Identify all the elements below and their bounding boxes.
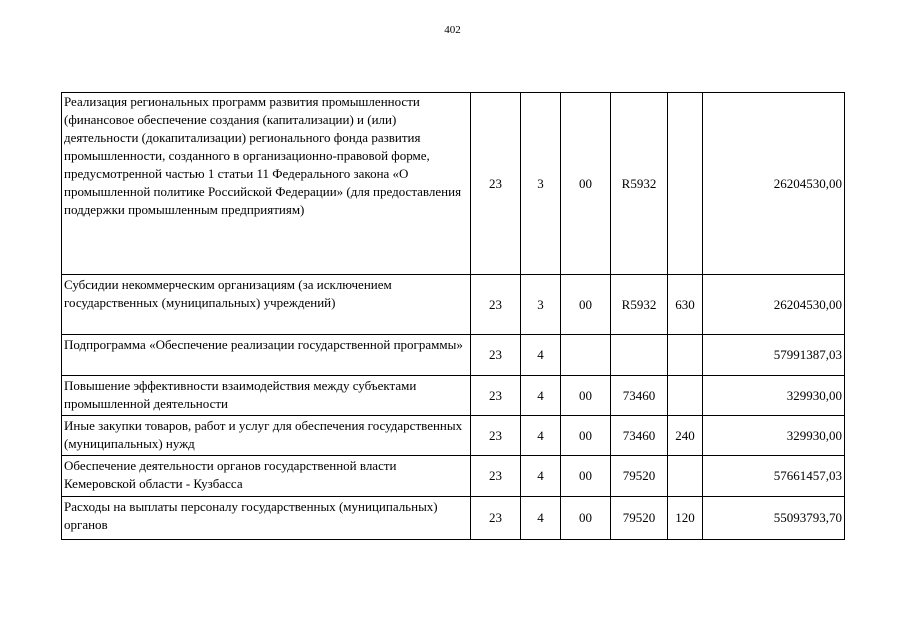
program-code-cell: 23 xyxy=(471,376,521,416)
program-code-cell: 23 xyxy=(471,335,521,376)
amount-cell: 26204530,00 xyxy=(703,93,845,275)
row-name: Субсидии некоммерческим организациям (за исключением государственных (муниципальных) учреждений) xyxy=(64,277,392,310)
row-name-cell xyxy=(62,497,471,540)
table-row xyxy=(62,456,845,497)
direction-code-cell: 73460 xyxy=(611,416,668,456)
program-code-cell: 23 xyxy=(471,93,521,275)
expense-type-cell xyxy=(668,376,703,416)
table-row xyxy=(62,275,845,335)
program-code-cell: 23 xyxy=(471,416,521,456)
expense-type-cell xyxy=(668,456,703,497)
direction-code-cell: R5932 xyxy=(611,275,668,335)
row-name-cell xyxy=(62,376,471,416)
expense-type-cell: 630 xyxy=(668,275,703,335)
row-name-cell xyxy=(62,416,471,456)
row-name: Реализация региональных программ развития промышленности (финансовое обеспечение создания (капитализации) и (или) деятельности (докапитализации) регионального фонда развития промышленности, созданного в организационно-правовой форме, предусмотренной частью 1 статьи 11 Федерального закона «О промышленной политике Российской Федерации» (для предоставления поддержки промышленным предприятиям) xyxy=(64,94,462,217)
amount-cell: 329930,00 xyxy=(703,416,845,456)
subprogram-code-cell: 3 xyxy=(521,93,561,275)
direction-code-cell: 73460 xyxy=(611,376,668,416)
subprogram-code-cell: 4 xyxy=(521,497,561,540)
row-name-cell xyxy=(62,93,471,275)
budget-table xyxy=(61,92,845,540)
row-name: Расходы на выплаты персоналу государственных (муниципальных) органов xyxy=(64,499,438,532)
amount-cell: 26204530,00 xyxy=(703,275,845,335)
event-code-cell: 00 xyxy=(561,456,611,497)
row-name-cell xyxy=(62,275,471,335)
direction-code-cell: R5932 xyxy=(611,93,668,275)
subprogram-code-cell: 4 xyxy=(521,456,561,497)
event-code-cell: 00 xyxy=(561,416,611,456)
expense-type-cell: 240 xyxy=(668,416,703,456)
amount-cell: 55093793,70 xyxy=(703,497,845,540)
row-name-cell xyxy=(62,335,471,376)
subprogram-code-cell: 4 xyxy=(521,335,561,376)
expense-type-cell xyxy=(668,93,703,275)
event-code-cell: 00 xyxy=(561,497,611,540)
event-code-cell xyxy=(561,335,611,376)
subprogram-code-cell: 4 xyxy=(521,376,561,416)
page-number: 402 xyxy=(444,24,461,36)
table-row xyxy=(62,93,845,275)
row-name-cell xyxy=(62,456,471,497)
event-code-cell: 00 xyxy=(561,275,611,335)
program-code-cell: 23 xyxy=(471,497,521,540)
amount-cell: 329930,00 xyxy=(703,376,845,416)
direction-code-cell xyxy=(611,335,668,376)
row-name: Обеспечение деятельности органов государственной власти Кемеровской области - Кузбасса xyxy=(64,458,397,491)
row-name: Иные закупки товаров, работ и услуг для обеспечения государственных (муниципальных) нужд xyxy=(64,418,463,451)
program-code-cell: 23 xyxy=(471,456,521,497)
amount-cell: 57661457,03 xyxy=(703,456,845,497)
amount-cell: 57991387,03 xyxy=(703,335,845,376)
subprogram-code-cell: 3 xyxy=(521,275,561,335)
row-name: Повышение эффективности взаимодействия между субъектами промышленной деятельности xyxy=(64,378,417,411)
row-name: Подпрограмма «Обеспечение реализации государственной программы» xyxy=(64,337,463,352)
program-code-cell: 23 xyxy=(471,275,521,335)
table-row xyxy=(62,497,845,540)
subprogram-code-cell: 4 xyxy=(521,416,561,456)
table-row xyxy=(62,376,845,416)
table-row xyxy=(62,416,845,456)
table-row xyxy=(62,335,845,376)
expense-type-cell xyxy=(668,335,703,376)
direction-code-cell: 79520 xyxy=(611,456,668,497)
event-code-cell: 00 xyxy=(561,93,611,275)
expense-type-cell: 120 xyxy=(668,497,703,540)
event-code-cell: 00 xyxy=(561,376,611,416)
direction-code-cell: 79520 xyxy=(611,497,668,540)
